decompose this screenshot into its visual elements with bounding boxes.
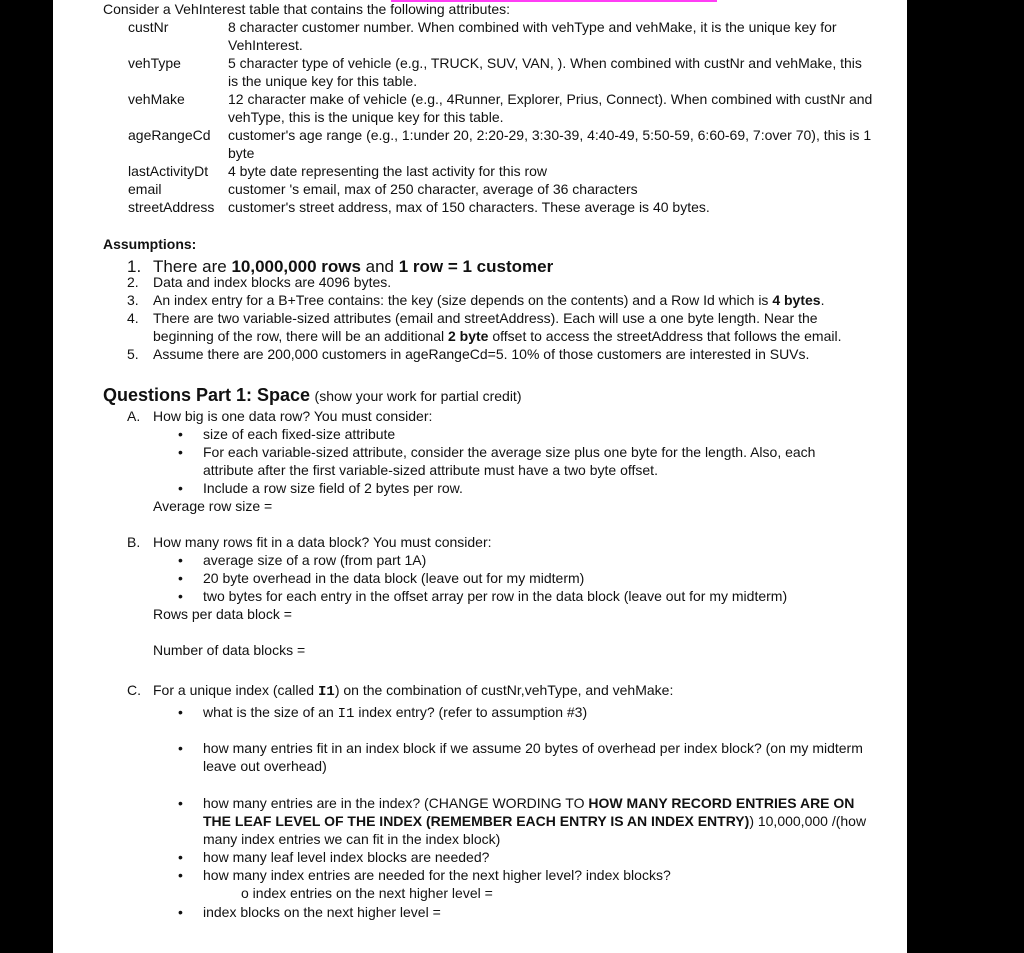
attr-desc: customer's street address, max of 150 characters. These average is 40 bytes. — [228, 199, 710, 215]
attr-desc: 8 character customer number. When combined with vehType and vehMake, it is the unique key for VehInterest. — [228, 19, 837, 53]
attr-desc: 12 character make of vehicle (e.g., 4Runner, Explorer, Prius, Connect). When combined with custNr and vehType, this is the unique key for this table. — [228, 91, 873, 125]
list-number: 3. — [127, 292, 139, 308]
list-number: 5. — [127, 346, 139, 362]
assumption-3: An index entry for a B+Tree contains: the key (size depends on the contents) and a Row Id which is 4 bytes. — [153, 292, 825, 308]
assumption-5: Assume there are 200,000 customers in ageRangeCd=5. 10% of those customers are interested in SUVs. — [153, 346, 810, 362]
question-c-text: For a unique index (called I1) on the combination of custNr,vehType, and vehMake: — [153, 682, 674, 700]
attr-desc: 5 character type of vehicle (e.g., TRUCK, SUV, VAN, ). When combined with custNr and vehMake, this is the unique key for this table. — [228, 55, 862, 89]
question-b-bullet: 20 byte overhead in the data block (leave out for my midterm) — [203, 570, 585, 586]
assumption-2: Data and index blocks are 4096 bytes. — [153, 274, 392, 290]
question-c-bullet: index blocks on the next higher level = — [203, 904, 441, 920]
bullet: • — [178, 570, 183, 586]
bullet: • — [178, 552, 183, 568]
bullet: • — [178, 867, 183, 883]
question-a-bullet: Include a row size field of 2 bytes per row. — [203, 480, 463, 496]
question-c-bullet: how many entries are in the index? (CHANGE WORDING TO HOW MANY RECORD ENTRIES ARE ON THE LEAF LEVEL OF THE INDEX (REMEMBER EACH ENTRY IS AN INDEX ENTRY)) 10,000,000 /(how many index entries we can fit in the index block) — [203, 795, 867, 847]
question-letter: A. — [127, 408, 141, 424]
list-number: 2. — [127, 274, 139, 290]
bullet: • — [178, 444, 183, 460]
question-b-text: How many rows fit in a data block? You must consider: — [153, 534, 492, 550]
list-number: 1. — [127, 257, 142, 276]
bullet: • — [178, 904, 183, 920]
attr-desc: customer 's email, max of 250 character, average of 36 characters — [228, 181, 638, 197]
question-b-answer-blocks: Number of data blocks = — [153, 642, 306, 658]
attr-name: lastActivityDt — [128, 163, 209, 179]
question-a-text: How big is one data row? You must consider: — [153, 408, 433, 424]
bullet: • — [178, 480, 183, 496]
attr-name: custNr — [128, 19, 169, 35]
question-b-answer-rows: Rows per data block = — [153, 606, 292, 622]
question-letter: B. — [127, 534, 141, 550]
question-c-bullet: how many index entries are needed for the next higher level? index blocks? — [203, 867, 671, 883]
document-page — [53, 0, 907, 953]
question-b-bullet: average size of a row (from part 1A) — [203, 552, 427, 568]
attr-name: vehType — [128, 55, 181, 71]
question-c-bullet: how many entries fit in an index block if we assume 20 bytes of overhead per index block? (on my midterm leave out overhead) — [203, 740, 863, 774]
intro-line: Consider a VehInterest table that contains the following attributes: — [103, 1, 511, 17]
question-c-bullet: what is the size of an I1 index entry? (refer to assumption #3) — [203, 704, 588, 722]
assumption-1: There are 10,000,000 rows and 1 row = 1 customer — [153, 257, 554, 276]
question-a-bullet: For each variable-sized attribute, consider the average size plus one byte for the length. Also, each attribute after the first variable-sized attribute must have a two byte offset. — [203, 444, 816, 478]
questions-heading: Questions Part 1: Space (show your work for partial credit) — [103, 385, 522, 405]
assumptions-heading: Assumptions: — [103, 236, 197, 252]
attr-name: ageRangeCd — [128, 127, 211, 143]
question-a-bullet: size of each fixed-size attribute — [203, 426, 396, 442]
bullet: • — [178, 426, 183, 442]
assumption-4: There are two variable-sized attributes (email and streetAddress). Each will use a one byte length. Near the beginning of the row, there will be an additional 2 byte offset to access the streetAddress that follows the email. — [153, 310, 842, 344]
question-c-bullet: how many leaf level index blocks are needed? — [203, 849, 490, 865]
bullet: • — [178, 849, 183, 865]
bullet: • — [178, 795, 183, 811]
question-b-bullet: two bytes for each entry in the offset array per row in the data block (leave out for my midterm) — [203, 588, 788, 604]
bullet: • — [178, 588, 183, 604]
list-number: 4. — [127, 310, 139, 326]
question-c-subitem: o index entries on the next higher level = — [241, 885, 493, 901]
attr-desc: 4 byte date representing the last activity for this row — [228, 163, 548, 179]
attr-name: vehMake — [128, 91, 185, 107]
question-letter: C. — [127, 682, 141, 698]
attr-name: streetAddress — [128, 199, 215, 215]
question-a-answer: Average row size = — [153, 498, 273, 514]
bullet: • — [178, 740, 183, 756]
bullet: • — [178, 704, 183, 720]
attr-name: email — [128, 181, 162, 197]
attr-desc: customer's age range (e.g., 1:under 20, 2:20-29, 3:30-39, 4:40-49, 5:50-59, 6:60-69, 7:over 70), this is 1 byte — [228, 127, 872, 161]
